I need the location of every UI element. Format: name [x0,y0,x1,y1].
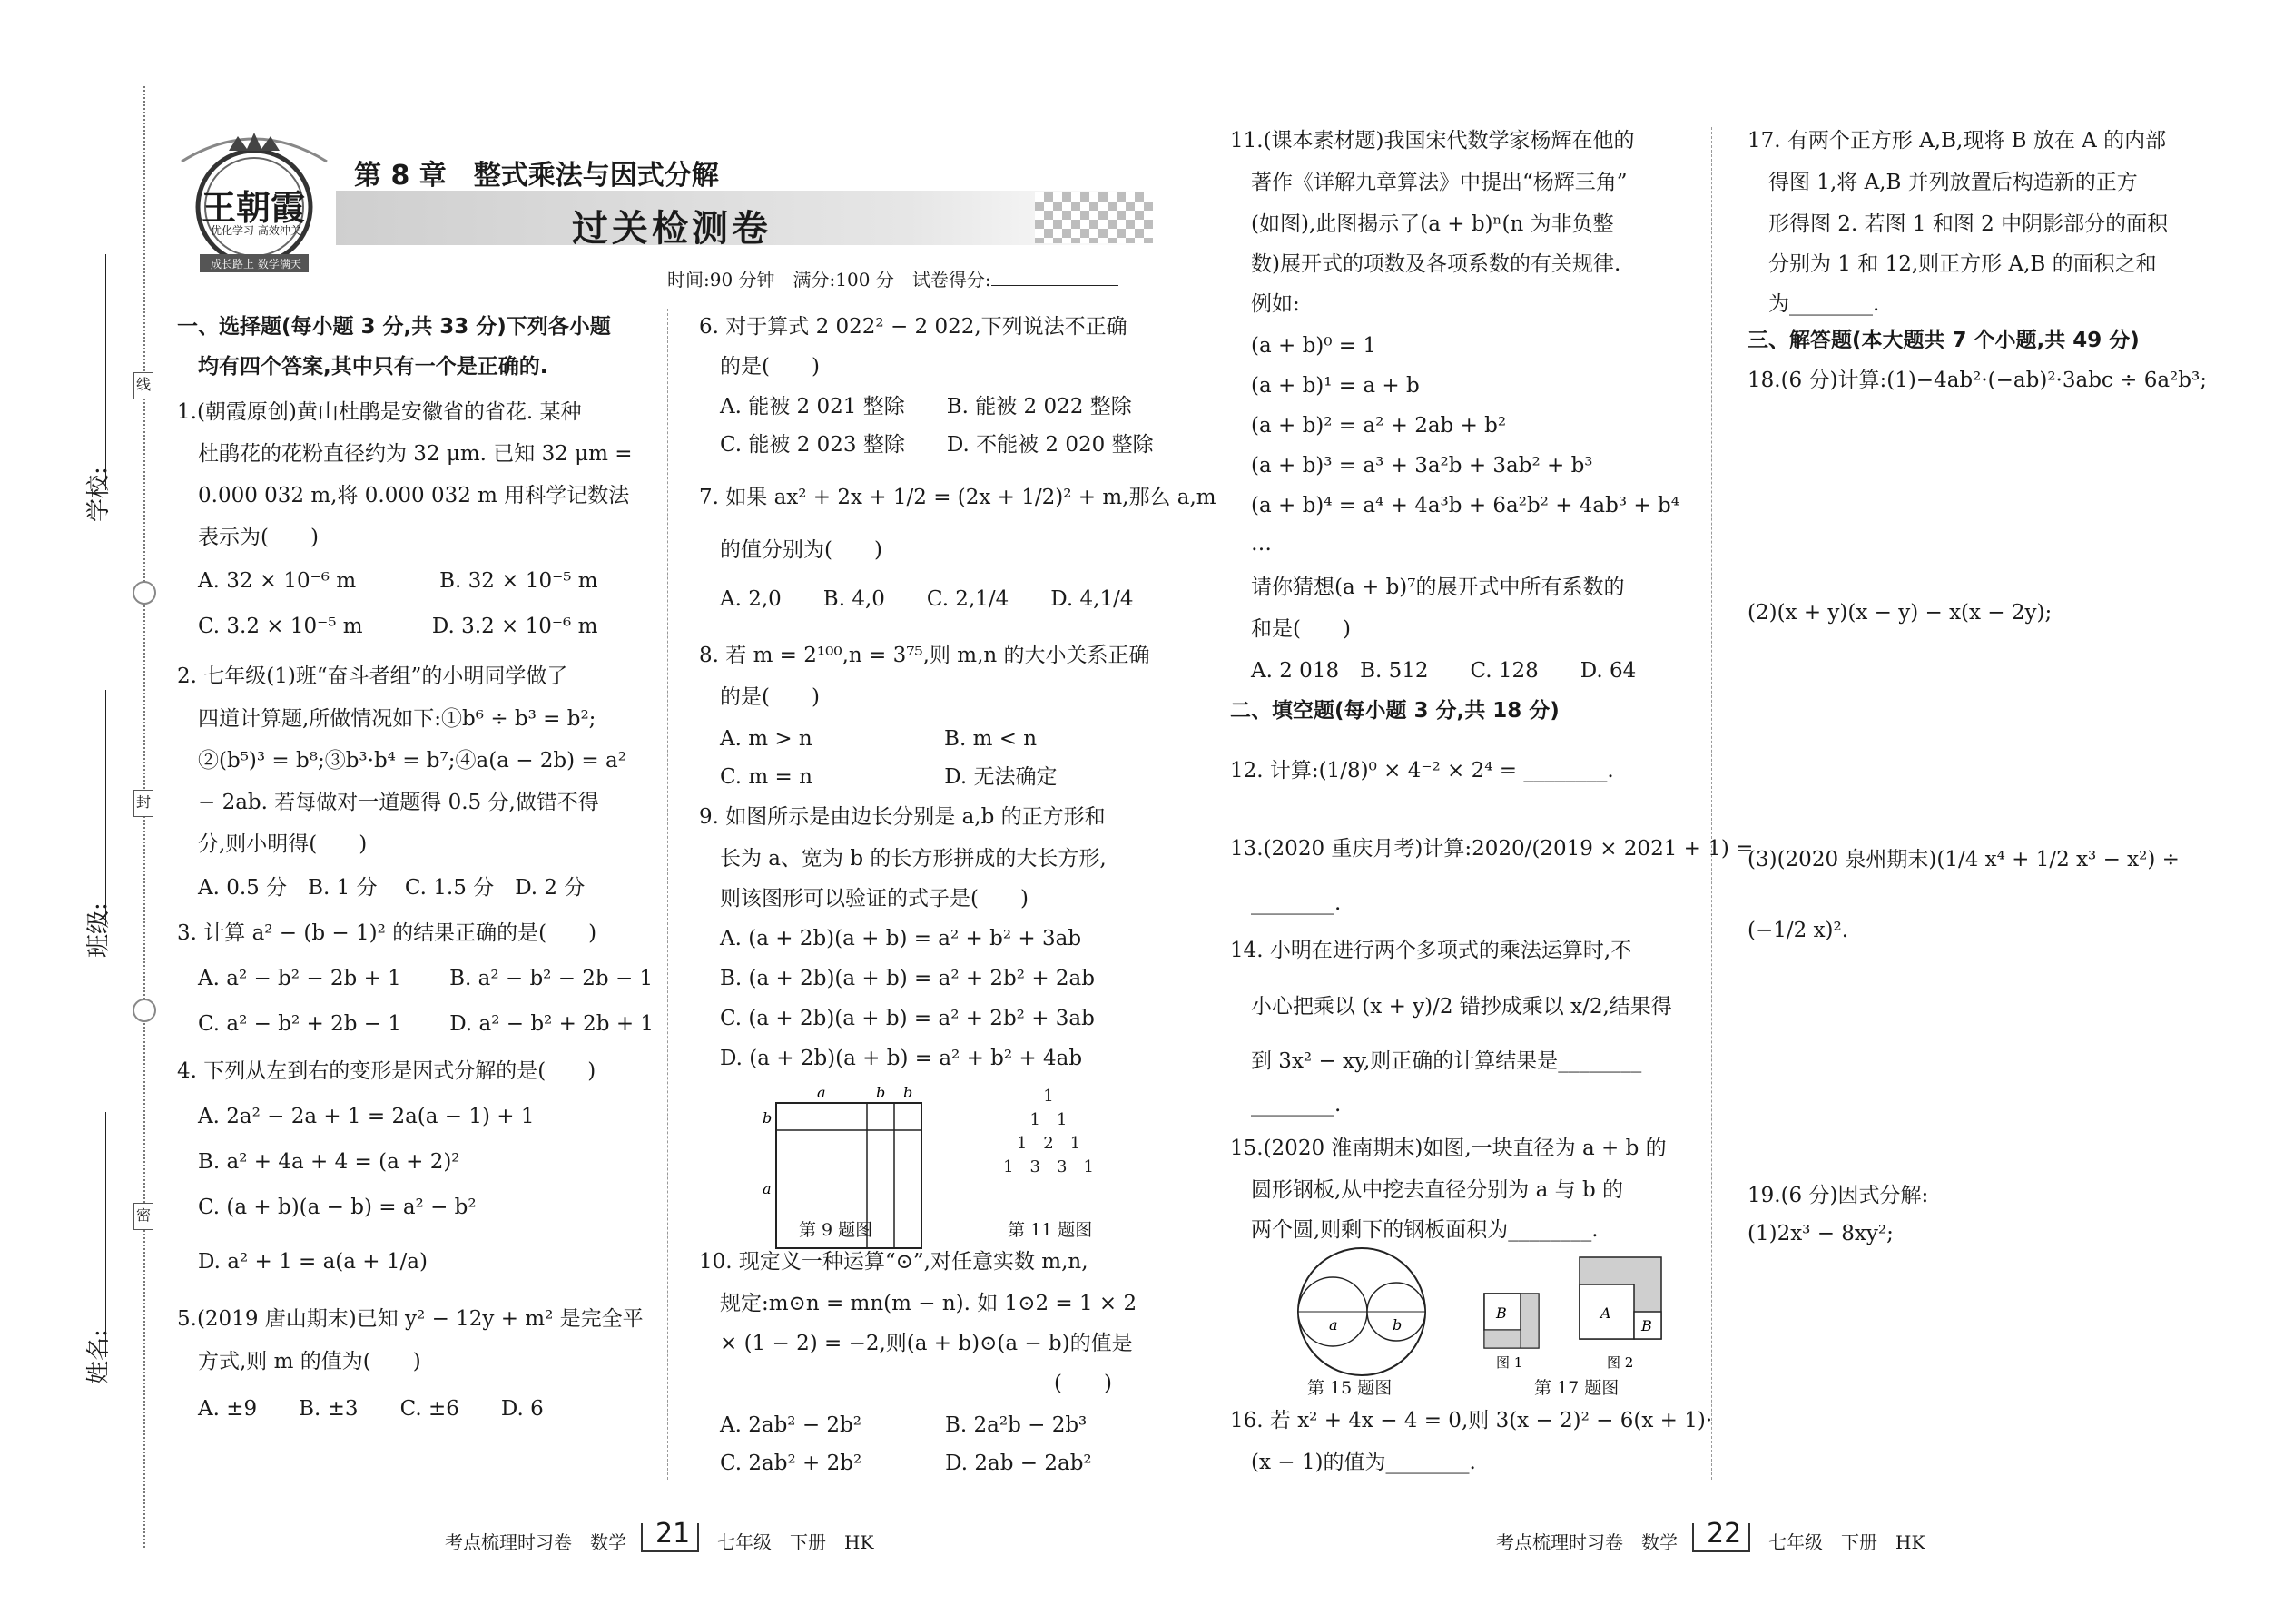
q16-line: (x − 1)的值为________. [1230,1451,1476,1474]
q15-line: 两个圆,则剩下的钢板面积为________. [1230,1218,1599,1242]
exam-meta [667,265,1118,291]
q1-options: A. 32 × 10⁻⁶ m B. 32 × 10⁻⁵ m [177,569,598,593]
q11-options: A. 2 018 B. 512 C. 128 D. 64 [1230,659,1637,683]
q4-option: B. a² + 4a + 4 = (a + 2)² [177,1150,460,1174]
brand-slogan: 优化学习 高效冲关 [211,224,301,237]
q17-blank: 为________. [1748,292,1880,316]
fig9-label: b [763,1109,773,1127]
binding-mark-line: 线 [133,372,153,399]
q2-options: A. 0.5 分 B. 1 分 C. 1.5 分 D. 2 分 [177,876,586,900]
q1-options: C. 3.2 × 10⁻⁵ m D. 3.2 × 10⁻⁶ m [177,615,598,638]
q18-part2: (2)(x + y)(x − y) − x(x − 2y); [1748,601,2053,625]
fig17-shade [1521,1294,1539,1348]
q2-line: − 2ab. 若每做对一道题得 0.5 分,做错不得 [177,791,599,814]
q2-line: ②(b⁵)³ = b⁸;③b³·b⁴ = b⁷;④a(a − 2b) = a² [177,749,626,773]
class-label: 班级: [85,902,113,958]
q17-line: 分别为 1 和 12,则正方形 A,B 的面积之和 [1748,252,2157,276]
q17-line: 17. 有两个正方形 A,B,现将 B 放在 A 的内部 [1748,129,2167,153]
q14-line: 小心把乘以 (x + y)/2 错抄成乘以 x/2,结果得 [1230,995,1672,1019]
school-label: 学校: [85,467,113,522]
exam-meta-text: 时间:90 分钟 满分:100 分 试卷得分: [667,269,991,290]
q8-options: A. m > n B. m < n [699,727,1038,751]
fig9-label: b [903,1085,913,1101]
q10-answer-bracket: ( ) [699,1372,1112,1395]
q1-line: 表示为( ) [177,526,319,549]
pascal-row: 1 3 3 1 [1003,1157,1094,1176]
q6-options: C. 能被 2 023 整除 D. 不能被 2 020 整除 [699,433,1154,457]
q2-line: 四道计算题,所做情况如下:①b⁶ ÷ b³ = b²; [177,707,596,731]
q10-options: A. 2ab² − 2b² B. 2a²b − 2b³ [699,1413,1088,1437]
q14-blank: ________. [1230,1093,1342,1117]
binding-mark-seal: 封 [133,790,153,817]
q6-line: 6. 对于算式 2 022² − 2 022,下列说法不正确 [699,315,1127,339]
class-field[interactable] [105,690,106,926]
q11-formula: (a + b)² = a² + 2ab + b² [1230,414,1507,438]
figure-17 [1480,1253,1689,1371]
q3-options: C. a² − b² + 2b − 1 D. a² − b² + 2b + 1 [177,1012,655,1036]
school-field[interactable] [105,254,106,490]
q12-line: 12. 计算:(1/8)⁰ × 4⁻² × 2⁴ = ________. [1230,759,1614,782]
q5-line: 方式,则 m 的值为( ) [177,1350,421,1373]
q1-line: 杜鹃花的花粉直径约为 32 μm. 已知 32 μm = [177,442,633,466]
q13-blank: ________. [1230,891,1342,915]
q6-options: A. 能被 2 021 整除 B. 能被 2 022 整除 [699,395,1132,418]
q3-options: A. a² − b² − 2b + 1 B. a² − b² − 2b − 1 [177,967,654,990]
q1-line: 1.(朝霞原创)黄山杜鹃是安徽省的省花. 某种 [177,400,582,424]
q11-ellipsis: … [1230,532,1272,556]
page-number-bracket [641,1523,699,1552]
q14-line: 到 3x² − xy,则正确的计算结果是________ [1230,1049,1642,1073]
footer-book-right: 考点梳理时习卷 数学 [1496,1531,1678,1553]
q4-option: A. 2a² − 2a + 1 = 2a(a − 1) + 1 [177,1105,535,1128]
page-number-right: 22 [1707,1518,1742,1550]
q16-line: 16. 若 x² + 4x − 4 = 0,则 3(x − 2)² − 6(x + 1)· [1230,1409,1713,1432]
q3-line: 3. 计算 a² − (b − 1)² 的结果正确的是( ) [177,921,597,945]
q9-option: D. (a + 2b)(a + b) = a² + b² + 4ab [699,1047,1083,1070]
page-number-bracket [1692,1523,1750,1552]
q4-line: 4. 下列从左到右的变形是因式分解的是( ) [177,1059,596,1083]
figure-11 [985,1085,1112,1179]
q9-line: 则该图形可以验证的式子是( ) [699,887,1029,910]
q11-line: 著作《详解九章算法》中提出“杨辉三角” [1230,171,1628,194]
q9-option: A. (a + 2b)(a + b) = a² + b² + 3ab [699,927,1082,950]
q7-line: 的值分别为( ) [699,538,882,562]
fig15-caption: 第 15 题图 [1307,1378,1393,1398]
q11-formula: (a + b)⁴ = a⁴ + 4a³b + 6a²b² + 4ab³ + b⁴ [1230,494,1679,517]
q11-line: 11.(课本素材题)我国宋代数学家杨辉在他的 [1230,129,1635,153]
fig11-caption: 第 11 题图 [1008,1220,1093,1240]
q10-line: × (1 − 2) = −2,则(a + b)⊙(a − b)的值是 [699,1332,1133,1355]
pascal-row: 1 [1043,1087,1054,1106]
q11-line: 例如: [1230,292,1300,316]
q11-line: 数)展开式的项数及各项系数的有关规律. [1230,252,1621,276]
name-field[interactable] [105,1112,106,1357]
section1-heading: 一、选择题(每小题 3 分,共 33 分)下列各小题 [177,315,611,339]
q18-line: 18.(6 分)计算:(1)−4ab²·(−ab)²·3abc ÷ 6a²b³; [1748,369,2207,392]
page-number-left: 21 [655,1518,691,1550]
fig15-label: a [1329,1316,1338,1334]
q17-line: 形得图 2. 若图 1 和图 2 中阴影部分的面积 [1748,212,2169,236]
brand-name: 王朝霞 [202,187,306,228]
fig17-label: B [1496,1304,1507,1322]
q11-formula: (a + b)⁰ = 1 [1230,334,1377,358]
q13-line: 13.(2020 重庆月考)计算:2020/(2019 × 2021 + 1) = [1230,837,1754,861]
fig17-label: 图 2 [1607,1354,1634,1371]
q1-line: 0.000 032 m,将 0.000 032 m 用科学记数法 [177,484,630,507]
figure-15 [1289,1244,1434,1380]
q8-options: C. m = n D. 无法确定 [699,765,1058,789]
fig9-caption: 第 9 题图 [799,1220,873,1240]
q5-options: A. ±9 B. ±3 C. ±6 D. 6 [177,1397,544,1421]
q8-line: 8. 若 m = 2¹⁰⁰,n = 3⁷⁵,则 m,n 的大小关系正确 [699,644,1150,667]
header-checker [1035,192,1153,243]
binding-mark-secret: 密 [133,1203,153,1230]
column-divider [1711,127,1712,1480]
binding-circle-icon [133,581,156,605]
q19-line: 19.(6 分)因式分解: [1748,1184,1929,1207]
q4-option: D. a² + 1 = a(a + 1/a) [177,1250,428,1274]
binding-circle-icon [133,999,156,1022]
q11-line: (如图),此图揭示了(a + b)ⁿ(n 为非负整 [1230,212,1614,236]
pascal-row: 1 1 [1029,1110,1068,1129]
q7-options: A. 2,0 B. 4,0 C. 2,1/4 D. 4,1/4 [699,587,1134,611]
q17-line: 得图 1,将 A,B 并列放置后构造新的正方 [1748,171,2138,194]
q15-line: 圆形钢板,从中挖去直径分别为 a 与 b 的 [1230,1178,1623,1202]
q8-line: 的是( ) [699,685,820,709]
q19-part1: (1)2x³ − 8xy²; [1748,1222,1894,1245]
name-label: 姓名: [85,1329,113,1384]
q11-formula: (a + b)³ = a³ + 3a²b + 3ab² + b³ [1230,454,1593,477]
fig17-label: 图 1 [1496,1354,1523,1371]
q9-line: 长为 a、宽为 b 的长方形拼成的大长方形, [699,847,1107,871]
score-field[interactable] [991,265,1118,286]
fig17-caption: 第 17 题图 [1534,1378,1620,1398]
chapter-title: 第 8 章 整式乘法与因式分解 [354,160,719,192]
q9-option: C. (a + 2b)(a + b) = a² + 2b² + 3ab [699,1007,1095,1030]
q10-line: 规定:m⊙n = mn(m − n). 如 1⊙2 = 1 × 2 [699,1292,1137,1315]
fig9-label: a [763,1180,772,1197]
q10-line: 10. 现定义一种运算“⊙”,对任意实数 m,n, [699,1250,1088,1274]
fig9-label: a [817,1085,826,1101]
q15-line: 15.(2020 淮南期末)如图,一块直径为 a + b 的 [1230,1137,1667,1160]
pascal-row: 1 2 1 [1016,1134,1081,1153]
footer-book-left: 考点梳理时习卷 数学 [445,1531,626,1553]
section3-heading: 三、解答题(本大题共 7 个小题,共 49 分) [1748,329,2140,352]
q10-options: C. 2ab² + 2b² D. 2ab − 2ab² [699,1452,1092,1475]
q14-line: 14. 小明在进行两个多项式的乘法运算时,不 [1230,939,1632,962]
q6-line: 的是( ) [699,355,820,379]
q18-part3-cont: (−1/2 x)². [1748,919,1849,942]
q11-formula: (a + b)¹ = a + b [1230,374,1420,398]
brand-ribbon: 成长路上 数学满天 [211,258,301,271]
column-divider [667,309,668,1480]
section2-heading: 二、填空题(每小题 3 分,共 18 分) [1230,699,1560,723]
binding-dotted-line [143,86,145,1548]
q2-line: 分,则小明得( ) [177,832,368,856]
q9-line: 9. 如图所示是由边长分别是 a,b 的正方形和 [699,805,1106,829]
q7-line: 7. 如果 ax² + 2x + 1/2 = (2x + 1/2)² + m,那么 a,m [699,486,1216,509]
section1-heading-2: 均有四个答案,其中只有一个是正确的. [177,355,548,379]
fig17-label: B [1641,1317,1652,1334]
q9-option: B. (a + 2b)(a + b) = a² + 2b² + 2ab [699,967,1095,990]
footer-grade-right: 七年级 下册 HK [1768,1531,1925,1553]
q11-line: 和是( ) [1230,617,1351,641]
q18-part3: (3)(2020 泉州期末)(1/4 x⁴ + 1/2 x³ − x²) ÷ [1748,848,2180,871]
fig15-label: b [1393,1316,1403,1334]
fig9-label: b [876,1085,886,1101]
q11-line: 请你猜想(a + b)⁷的展开式中所有系数的 [1230,576,1625,599]
q2-line: 2. 七年级(1)班“奋斗者组”的小明同学做了 [177,664,568,688]
footer-grade-left: 七年级 下册 HK [717,1531,874,1553]
fig17-label: A [1600,1304,1611,1322]
q5-line: 5.(2019 唐山期末)已知 y² − 12y + m² 是完全平 [177,1307,644,1331]
q4-option: C. (a + b)(a − b) = a² − b² [177,1196,477,1219]
page-title: 过关检测卷 [572,208,772,250]
